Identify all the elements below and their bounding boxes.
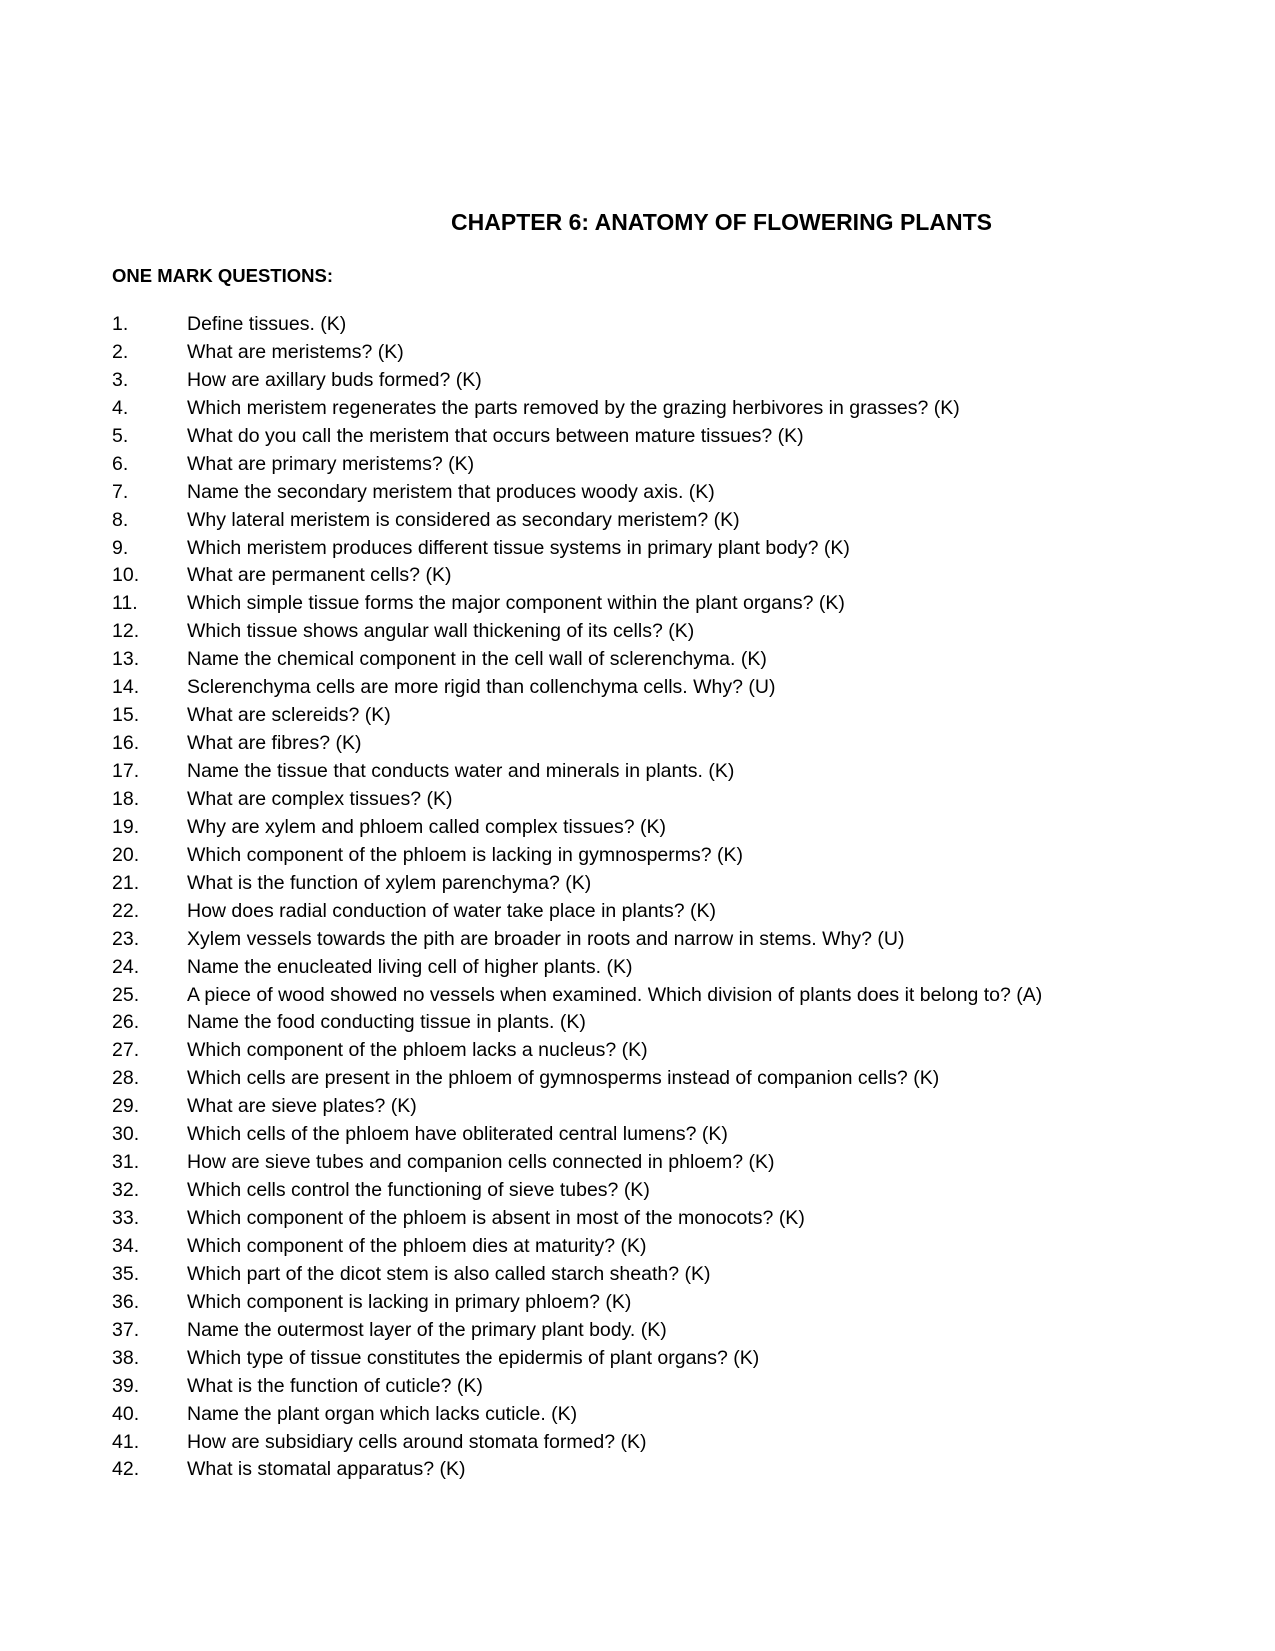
question-item	[112, 1261, 1242, 1289]
question-number: 22.	[112, 899, 140, 922]
question-item	[112, 507, 1242, 535]
question-text: Name the outermost layer of the primary plant body. (K)	[187, 1318, 667, 1341]
question-number: 36.	[112, 1290, 140, 1313]
question-text: Xylem vessels towards the pith are broader in roots and narrow in stems. Why? (U)	[187, 927, 905, 950]
question-item	[112, 1121, 1242, 1149]
question-number: 32.	[112, 1179, 140, 1202]
question-item	[112, 786, 1242, 814]
question-number: 34.	[112, 1234, 140, 1257]
question-item	[112, 1205, 1242, 1233]
question-number: 40.	[112, 1402, 140, 1425]
question-item	[112, 339, 1242, 367]
chapter-title: CHAPTER 6: ANATOMY OF FLOWERING PLANTS	[451, 209, 992, 235]
question-text: How are sieve tubes and companion cells connected in phloem? (K)	[187, 1151, 775, 1174]
question-number: 25.	[112, 983, 140, 1006]
question-item	[112, 1009, 1242, 1037]
question-text: Which meristem regenerates the parts removed by the grazing herbivores in grasses? (K)	[187, 396, 960, 419]
question-number: 12.	[112, 620, 140, 643]
question-number: 9.	[112, 536, 129, 559]
question-number: 18.	[112, 787, 140, 810]
question-item	[112, 1093, 1242, 1121]
question-number: 27.	[112, 1039, 140, 1062]
question-number: 8.	[112, 508, 129, 531]
question-item	[112, 1429, 1242, 1457]
question-text: Which tissue shows angular wall thickening of its cells? (K)	[187, 620, 695, 643]
question-text: What is the function of xylem parenchyma? (K)	[187, 871, 592, 894]
question-number: 28.	[112, 1067, 140, 1090]
question-text: Name the tissue that conducts water and minerals in plants. (K)	[187, 760, 735, 782]
question-item	[112, 535, 1242, 563]
question-text: Which component of the phloem is lacking in gymnosperms? (K)	[187, 843, 743, 866]
question-text: Sclerenchyma cells are more rigid than collenchyma cells. Why? (U)	[187, 676, 776, 699]
question-text: Which component of the phloem lacks a nucleus? (K)	[187, 1039, 648, 1062]
question-number: 15.	[112, 704, 140, 727]
question-text: What is stomatal apparatus? (K)	[187, 1458, 466, 1481]
question-number: 17.	[112, 760, 140, 782]
question-text: Name the chemical component in the cell wall of sclerenchyma. (K)	[187, 648, 767, 671]
question-number: 30.	[112, 1123, 140, 1146]
question-item	[112, 1037, 1242, 1065]
question-number: 29.	[112, 1095, 140, 1118]
question-text: Why lateral meristem is considered as secondary meristem? (K)	[187, 508, 740, 531]
question-text: Name the food conducting tissue in plants. (K)	[187, 1011, 586, 1034]
question-item	[112, 702, 1242, 730]
question-item	[112, 423, 1242, 451]
question-item	[112, 954, 1242, 982]
question-text: Which cells are present in the phloem of gymnosperms instead of companion cells? (K)	[187, 1067, 940, 1090]
question-text: What are primary meristems? (K)	[187, 452, 475, 475]
question-number: 13.	[112, 648, 140, 671]
question-item	[112, 674, 1242, 702]
question-number: 3.	[112, 368, 129, 391]
question-number: 31.	[112, 1151, 140, 1174]
question-item	[112, 730, 1242, 758]
question-item	[112, 1401, 1242, 1429]
question-text: Name the enucleated living cell of higher plants. (K)	[187, 955, 633, 978]
question-number: 24.	[112, 955, 140, 978]
question-item	[112, 1317, 1242, 1345]
question-number: 4.	[112, 396, 129, 419]
question-number: 33.	[112, 1207, 140, 1229]
question-number: 11.	[112, 592, 138, 615]
question-item	[112, 618, 1242, 646]
question-text: How are subsidiary cells around stomata formed? (K)	[187, 1430, 647, 1453]
question-text: Name the plant organ which lacks cuticle. (K)	[187, 1402, 578, 1425]
question-item	[112, 982, 1242, 1010]
question-text: How does radial conduction of water take place in plants? (K)	[187, 899, 716, 922]
question-item	[112, 870, 1242, 898]
question-number: 6.	[112, 452, 129, 475]
question-text: Define tissues. (K)	[187, 313, 347, 335]
question-item	[112, 1233, 1242, 1261]
question-item	[112, 1177, 1242, 1205]
question-text: How are axillary buds formed? (K)	[187, 368, 482, 391]
question-item	[112, 842, 1242, 870]
question-number: 37.	[112, 1318, 140, 1341]
question-item	[112, 451, 1242, 479]
question-number: 14.	[112, 676, 140, 699]
question-item	[112, 479, 1242, 507]
question-number: 26.	[112, 1011, 140, 1034]
question-text: What are sclereids? (K)	[187, 704, 391, 727]
question-item	[112, 898, 1242, 926]
question-item	[112, 1345, 1242, 1373]
question-item	[112, 1456, 1242, 1484]
question-number: 19.	[112, 815, 140, 838]
question-item	[112, 1289, 1242, 1317]
question-text: Which component of the phloem dies at maturity? (K)	[187, 1234, 647, 1257]
question-item	[112, 814, 1242, 842]
question-number: 5.	[112, 424, 129, 447]
question-item	[112, 1149, 1242, 1177]
question-text: What are sieve plates? (K)	[187, 1095, 417, 1118]
question-item	[112, 926, 1242, 954]
question-number: 20.	[112, 843, 140, 866]
question-text: Which type of tissue constitutes the epidermis of plant organs? (K)	[187, 1346, 760, 1369]
question-text: A piece of wood showed no vessels when examined. Which division of plants does it belong to? (A)	[187, 983, 1043, 1006]
question-text: Why are xylem and phloem called complex tissues? (K)	[187, 815, 667, 838]
question-number: 41.	[112, 1430, 140, 1453]
question-text: What are fibres? (K)	[187, 732, 362, 755]
question-number: 10.	[112, 564, 140, 587]
question-number: 2.	[112, 340, 129, 363]
question-text: Which part of the dicot stem is also called starch sheath? (K)	[187, 1262, 711, 1285]
question-item	[112, 1065, 1242, 1093]
question-item	[112, 646, 1242, 674]
question-number: 38.	[112, 1346, 140, 1369]
question-number: 16.	[112, 732, 140, 755]
question-number: 1.	[112, 313, 129, 335]
question-number: 23.	[112, 927, 140, 950]
question-item	[112, 311, 1242, 339]
question-item	[112, 395, 1242, 423]
question-text: What do you call the meristem that occurs between mature tissues? (K)	[187, 424, 804, 447]
question-number: 21.	[112, 871, 140, 894]
question-text: Which cells of the phloem have obliterated central lumens? (K)	[187, 1123, 728, 1146]
question-number: 35.	[112, 1262, 140, 1285]
question-text: Which simple tissue forms the major component within the plant organs? (K)	[187, 592, 845, 615]
question-number: 42.	[112, 1458, 140, 1481]
question-list	[112, 311, 1242, 1484]
question-text: What are meristems? (K)	[187, 340, 404, 363]
question-text: Which cells control the functioning of sieve tubes? (K)	[187, 1179, 650, 1202]
question-item	[112, 758, 1242, 786]
question-item	[112, 1373, 1242, 1401]
question-item	[112, 590, 1242, 618]
question-text: What are permanent cells? (K)	[187, 564, 452, 587]
question-text: Which component of the phloem is absent in most of the monocots? (K)	[187, 1207, 805, 1229]
question-text: Which component is lacking in primary phloem? (K)	[187, 1290, 632, 1313]
question-text: Name the secondary meristem that produces woody axis. (K)	[187, 480, 715, 503]
section-heading: ONE MARK QUESTIONS:	[112, 265, 333, 286]
question-text: What are complex tissues? (K)	[187, 787, 453, 810]
question-number: 7.	[112, 480, 129, 503]
question-item	[112, 367, 1242, 395]
question-text: Which meristem produces different tissue systems in primary plant body? (K)	[187, 536, 850, 559]
question-number: 39.	[112, 1374, 140, 1397]
question-item	[112, 562, 1242, 590]
question-text: What is the function of cuticle? (K)	[187, 1374, 483, 1397]
